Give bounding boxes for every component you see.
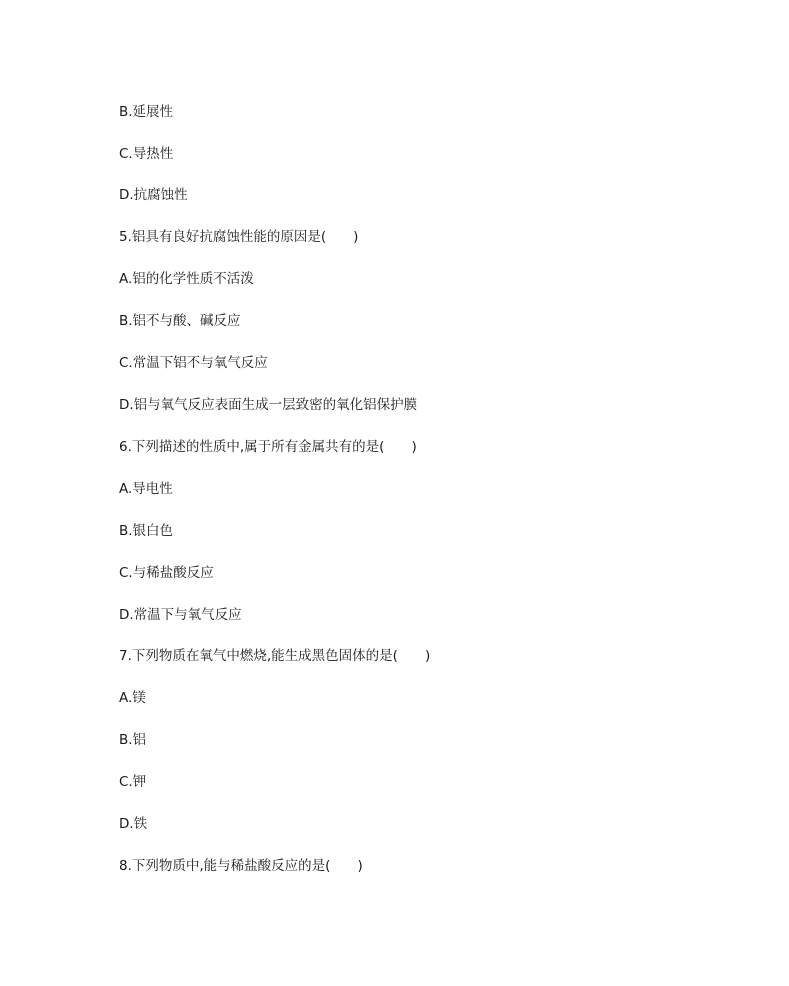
q6-option-d: D.常温下与氧气反应 [119, 607, 242, 623]
option-c-line: C.导热性 [119, 146, 174, 162]
question-6: 6.下列描述的性质中,属于所有金属共有的是( ) [119, 439, 417, 455]
q6-option-a: A.导电性 [119, 481, 173, 497]
q7-option-b: B.铝 [119, 732, 147, 748]
question-8: 8.下列物质中,能与稀盐酸反应的是( ) [119, 858, 363, 874]
option-d-line: D.抗腐蚀性 [119, 187, 188, 203]
question-7: 7.下列物质在氧气中燃烧,能生成黑色固体的是( ) [119, 648, 431, 664]
q5-option-b: B.铝不与酸、碱反应 [119, 313, 241, 329]
q7-option-d: D.铁 [119, 816, 148, 832]
q6-option-b: B.银白色 [119, 523, 174, 539]
q5-option-c: C.常温下铝不与氧气反应 [119, 355, 268, 371]
q6-option-c: C.与稀盐酸反应 [119, 565, 214, 581]
q7-option-a: A.镁 [119, 690, 146, 706]
q5-option-d: D.铝与氧气反应表面生成一层致密的氧化铝保护膜 [119, 397, 418, 413]
q5-option-a: A.铝的化学性质不活泼 [119, 271, 254, 287]
q7-option-c: C.钾 [119, 774, 147, 790]
question-5: 5.铝具有良好抗腐蚀性能的原因是( ) [119, 229, 359, 245]
option-b-line: B.延展性 [119, 104, 174, 120]
